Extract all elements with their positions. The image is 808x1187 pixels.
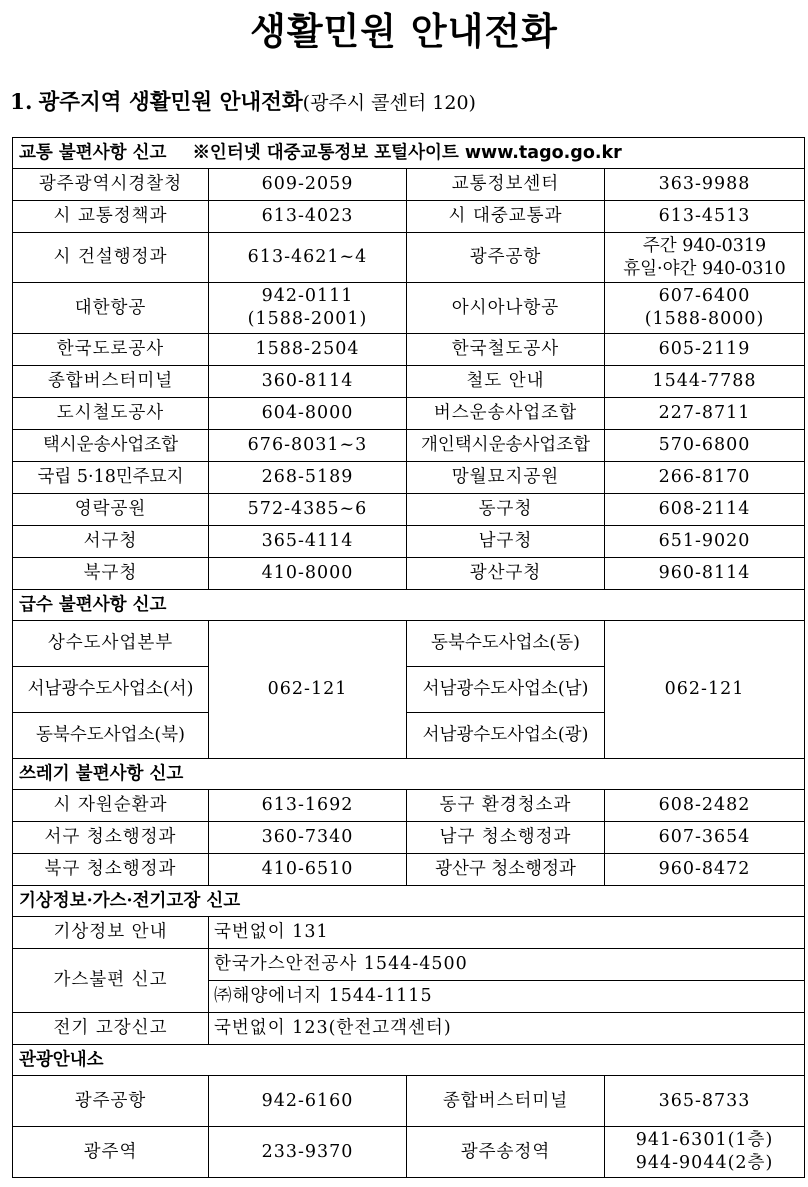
phone-number: 609-2059 [209,169,407,201]
phone-line: (1588-8000) [644,309,765,329]
phone-number [605,233,805,283]
table-row [13,558,805,590]
phone-number: 365-8733 [605,1076,805,1127]
org-name: 광주공항 [13,1076,209,1127]
org-name: 동북수도사업소(동) [407,621,605,667]
section-header-row [13,138,805,169]
section-header-row [13,590,805,621]
table-row [13,366,805,398]
section-header-traffic [13,138,805,169]
org-name: 동구청 [407,494,605,526]
phone-number: 613-4023 [209,201,407,233]
phone-number [605,1127,805,1178]
phone-number: 365-4114 [209,526,407,558]
org-name: 아시아나항공 [407,283,605,334]
phone-number: 604-8000 [209,398,407,430]
table-row [13,621,805,667]
phone-line: 941-6301(1층) [635,1130,774,1150]
section-title: 광주지역 생활민원 안내전화 [38,90,303,115]
table-row [13,462,805,494]
portal-url-link[interactable]: www.tago.go.kr [464,142,622,163]
service-label: 전기 고장신고 [13,1013,209,1045]
org-name: 북구청 [13,558,209,590]
org-name: 북구 청소행정과 [13,854,209,886]
org-name: 서남광수도사업소(남) [407,667,605,713]
phone-number: 942-6160 [209,1076,407,1127]
phone-number: 608-2114 [605,494,805,526]
org-name: 광주송정역 [407,1127,605,1178]
phone-number: 613-4513 [605,201,805,233]
org-name: 상수도사업본부 [13,621,209,667]
org-name: 광주공항 [407,233,605,283]
org-name: 망월묘지공원 [407,462,605,494]
table-row [13,201,805,233]
phone-number: 266-8170 [605,462,805,494]
table-row [13,854,805,886]
phone-number: 360-8114 [209,366,407,398]
service-value: 국번없이 123(한전고객센터) [209,1013,805,1045]
portal-note: ※인터넷 대중교통정보 포털사이트 [192,142,459,163]
phone-number: 572-4385~6 [209,494,407,526]
org-name: 종합버스터미널 [407,1076,605,1127]
phone-number: 608-2482 [605,790,805,822]
section-header-tourism: 관광안내소 [13,1045,805,1076]
section-title-note: (광주시 콜센터 120) [302,92,476,114]
org-name: 국립 5·18민주묘지 [13,462,209,494]
phone-number: 1544-7788 [605,366,805,398]
org-name: 대한항공 [13,283,209,334]
phone-line: 944-9044(2층) [635,1153,774,1173]
contact-table [12,137,805,1178]
org-name: 시 대중교통과 [407,201,605,233]
phone-number: 062-121 [605,621,805,759]
phone-number: 960-8472 [605,854,805,886]
org-name: 남구청 [407,526,605,558]
phone-number: 607-3654 [605,822,805,854]
phone-number: 062-121 [209,621,407,759]
org-name: 서구 청소행정과 [13,822,209,854]
phone-line: 주간 940-0319 [642,235,767,256]
section-header-row [13,759,805,790]
org-name: 서남광수도사업소(광) [407,713,605,759]
phone-number: 233-9370 [209,1127,407,1178]
table-row [13,283,805,334]
section-header-row [13,1045,805,1076]
phone-number: 960-8114 [605,558,805,590]
org-name: 개인택시운송사업조합 [407,430,605,462]
table-row [13,949,805,981]
phone-line: (1588-2001) [247,309,368,329]
phone-number: 651-9020 [605,526,805,558]
section-header-utility: 기상정보·가스·전기고장 신고 [13,886,805,917]
section-header-water: 급수 불편사항 신고 [13,590,805,621]
section-heading [10,86,476,120]
org-name: 서구청 [13,526,209,558]
phone-line: 휴일·야간 940-0310 [623,258,786,279]
phone-line: 942-0111 [261,286,354,306]
org-name: 종합버스터미널 [13,366,209,398]
phone-line: 607-6400 [658,286,751,306]
phone-number: 605-2119 [605,334,805,366]
org-name: 영락공원 [13,494,209,526]
page-title: 생활민원 안내전화 [250,10,558,53]
table-row [13,917,805,949]
table-row [13,1076,805,1127]
phone-number: 570-6800 [605,430,805,462]
phone-number: 613-1692 [209,790,407,822]
org-name: 동구 환경청소과 [407,790,605,822]
phone-number [209,283,407,334]
phone-number: 410-6510 [209,854,407,886]
org-name: 철도 안내 [407,366,605,398]
org-name: 교통정보센터 [407,169,605,201]
org-name: 광주광역시경찰청 [13,169,209,201]
phone-number: 676-8031~3 [209,430,407,462]
phone-number: 613-4621~4 [209,233,407,283]
org-name: 택시운송사업조합 [13,430,209,462]
org-name: 한국도로공사 [13,334,209,366]
section-header-garbage: 쓰레기 불편사항 신고 [13,759,805,790]
service-label: 기상정보 안내 [13,917,209,949]
table-row [13,526,805,558]
table-row [13,430,805,462]
phone-number: 363-9988 [605,169,805,201]
table-row [13,398,805,430]
section-number: 1. [10,90,33,115]
service-value: 국번없이 131 [209,917,805,949]
org-name: 동북수도사업소(북) [13,713,209,759]
org-name: 시 자원순환과 [13,790,209,822]
table-row [13,233,805,283]
org-name: 시 교통정책과 [13,201,209,233]
phone-number: 410-8000 [209,558,407,590]
org-name: 서남광수도사업소(서) [13,667,209,713]
section-header-row [13,886,805,917]
table-row [13,334,805,366]
service-value: 한국가스안전공사 1544-4500 [209,949,805,981]
phone-number: 1588-2504 [209,334,407,366]
service-value: ㈜해양에너지 1544-1115 [209,981,805,1013]
table-row [13,790,805,822]
org-name: 광산구청 [407,558,605,590]
phone-number [605,283,805,334]
org-name: 버스운송사업조합 [407,398,605,430]
table-row [13,1013,805,1045]
section-header-label: 교통 불편사항 신고 [19,142,167,163]
service-label: 가스불편 신고 [13,949,209,1013]
org-name: 광산구 청소행정과 [407,854,605,886]
phone-number: 227-8711 [605,398,805,430]
phone-number: 360-7340 [209,822,407,854]
org-name: 광주역 [13,1127,209,1178]
table-row [13,169,805,201]
table-row [13,822,805,854]
phone-number: 268-5189 [209,462,407,494]
table-row [13,494,805,526]
org-name: 시 건설행정과 [13,233,209,283]
org-name: 한국철도공사 [407,334,605,366]
org-name: 도시철도공사 [13,398,209,430]
table-row [13,1127,805,1178]
org-name: 남구 청소행정과 [407,822,605,854]
